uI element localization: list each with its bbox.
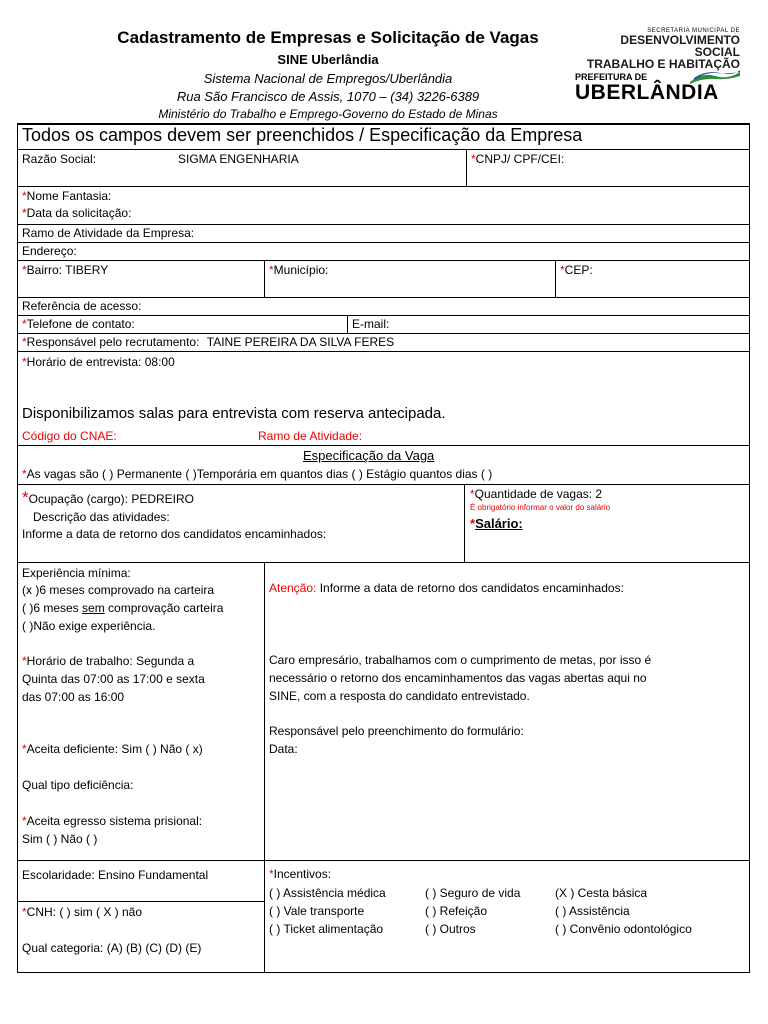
municipio-field[interactable] bbox=[269, 263, 328, 277]
required-mark: * bbox=[22, 263, 27, 277]
required-mark: * bbox=[22, 905, 27, 919]
responsavel-label: Responsável pelo recrutamento: bbox=[26, 335, 200, 349]
cnh-label: CNH: ( ) sim ( X ) não bbox=[26, 905, 143, 919]
required-mark: * bbox=[22, 335, 27, 349]
bairro-label: Bairro: TIBERY bbox=[26, 263, 109, 277]
page-title: Cadastramento de Empresas e Solicitação de Vagas bbox=[117, 28, 539, 47]
quantidade-label: Quantidade de vagas: 2 bbox=[474, 487, 603, 501]
cep-label: CEP: bbox=[564, 263, 593, 277]
incentivo-cesta-basica[interactable]: (X ) Cesta básica bbox=[555, 886, 648, 900]
categoria-field[interactable]: Qual categoria: (A) (B) (C) (D) (E) bbox=[22, 941, 202, 955]
horario-trabalho-text-1: Horário de trabalho: Segunda a bbox=[26, 654, 195, 668]
cnpj-field[interactable] bbox=[471, 152, 564, 166]
required-mark: * bbox=[22, 317, 27, 331]
page-subtitle: SINE Uberlândia bbox=[277, 52, 379, 67]
razao-social-value[interactable]: SIGMA ENGENHARIA bbox=[178, 152, 299, 166]
egresso-field[interactable] bbox=[22, 814, 202, 828]
salas-note: Disponibilizamos salas para entrevista com reserva antecipada. bbox=[22, 405, 446, 422]
exp-option-3[interactable]: ( )Não exige experiência. bbox=[22, 619, 156, 633]
incentivo-vale-transporte[interactable]: ( ) Vale transporte bbox=[269, 904, 365, 918]
ocupacao-field[interactable] bbox=[22, 488, 194, 508]
incentivo-outros[interactable]: ( ) Outros bbox=[425, 922, 476, 936]
egresso-label: Aceita egresso sistema prisional: bbox=[26, 814, 203, 828]
header-line-2: Rua São Francisco de Assis, 1070 – (34) 3226-6389 bbox=[176, 89, 480, 104]
vaga-heading: Especificação da Vaga bbox=[303, 448, 435, 463]
exp-option-2-a: ( )6 meses bbox=[22, 601, 83, 615]
required-mark: * bbox=[269, 867, 274, 881]
experiencia-label: Experiência mínima: bbox=[22, 566, 131, 580]
exp-option-2-b: sem bbox=[82, 601, 105, 615]
email-field[interactable]: E-mail: bbox=[352, 317, 390, 331]
nome-fantasia-label: Nome Fantasia: bbox=[26, 189, 112, 203]
endereco-field[interactable]: Endereço: bbox=[22, 244, 77, 258]
horario-entrevista-field[interactable] bbox=[22, 355, 175, 369]
incentivo-ticket-alimentacao[interactable]: ( ) Ticket alimentação bbox=[269, 922, 384, 936]
header-line-3: Ministério do Trabalho e Emprego-Governo do Estado de Minas bbox=[158, 107, 498, 121]
bairro-field[interactable] bbox=[22, 263, 108, 277]
cnh-field[interactable] bbox=[22, 905, 142, 919]
data-solicitacao-label: Data da solicitação: bbox=[26, 206, 132, 220]
logo-swoosh-icon bbox=[690, 70, 740, 84]
tipos-vaga-label: As vagas são ( ) Permanente ( )Temporária em quantos dias ( ) Estágio quantos dias ( ) bbox=[26, 467, 493, 481]
header-line-1: Sistema Nacional de Empregos/Uberlândia bbox=[203, 71, 453, 86]
nome-fantasia-field[interactable] bbox=[22, 189, 111, 203]
exp-option-2[interactable] bbox=[22, 601, 223, 615]
required-mark: * bbox=[471, 152, 476, 166]
incentivo-refeicao[interactable]: ( ) Refeição bbox=[425, 904, 488, 918]
form-heading: Todos os campos devem ser preenchidos / Especificação da Empresa bbox=[22, 125, 583, 145]
logo-line-1: DESENVOLVIMENTO SOCIAL bbox=[620, 33, 740, 59]
logo-line-2: TRABALHO E HABITAÇÃO bbox=[586, 57, 740, 71]
exp-option-1[interactable]: (x )6 meses comprovado na carteira bbox=[22, 583, 215, 597]
salario-note: É obrigatório informar o valor do salário bbox=[470, 503, 611, 512]
razao-social-label: Razão Social: bbox=[22, 152, 97, 166]
atencao-text: Informe a data de retorno dos candidatos encaminhados: bbox=[316, 581, 624, 595]
descricao-field[interactable]: Descrição das atividades: bbox=[33, 510, 170, 524]
logo-city-text: UBERLÂNDIA bbox=[575, 81, 719, 104]
retorno-field[interactable]: Informe a data de retorno dos candidatos encaminhados: bbox=[22, 527, 327, 541]
incentivos-label bbox=[269, 867, 331, 881]
municipio-label: Município: bbox=[273, 263, 329, 277]
caro-line-1: Caro empresário, trabalhamos com o cumprimento de metas, por isso é bbox=[269, 653, 652, 667]
horario-entrevista-label: Horário de entrevista: 08:00 bbox=[26, 355, 175, 369]
logo-small-text: SECRETARIA MUNICIPAL DE bbox=[647, 28, 740, 34]
telefone-label: Telefone de contato: bbox=[26, 317, 135, 331]
required-mark: * bbox=[22, 467, 27, 481]
referencia-field[interactable]: Referência de acesso: bbox=[22, 299, 142, 313]
required-mark: * bbox=[269, 263, 274, 277]
required-mark: * bbox=[22, 654, 27, 668]
data-solicitacao-field[interactable] bbox=[22, 206, 131, 220]
cnpj-label: CNPJ/ CPF/CEI: bbox=[475, 152, 565, 166]
ramo-atividade-field[interactable]: Ramo de Atividade: bbox=[258, 429, 363, 443]
telefone-field[interactable] bbox=[22, 317, 135, 331]
required-mark: * bbox=[22, 742, 27, 756]
ramo-empresa-field[interactable]: Ramo de Atividade da Empresa: bbox=[22, 226, 195, 240]
salario-field[interactable] bbox=[470, 516, 523, 531]
tipo-deficiencia-field[interactable]: Qual tipo deficiência: bbox=[22, 778, 134, 792]
incentivo-convenio-odontologico[interactable]: ( ) Convênio odontológico bbox=[555, 922, 692, 936]
deficiente-field[interactable] bbox=[22, 742, 203, 756]
cnae-field[interactable]: Código do CNAE: bbox=[22, 429, 117, 443]
quantidade-field[interactable] bbox=[470, 487, 602, 501]
required-mark: * bbox=[470, 487, 475, 501]
salario-label: Salário: bbox=[475, 516, 523, 531]
ocupacao-label: Ocupação (cargo): PEDREIRO bbox=[28, 492, 195, 506]
data-field[interactable]: Data: bbox=[269, 742, 298, 756]
required-mark: * bbox=[22, 488, 29, 507]
caro-line-2: necessário o retorno dos encaminhamentos das vagas abertas aqui no bbox=[269, 671, 647, 685]
horario-trabalho-line-1 bbox=[22, 654, 194, 668]
cep-field[interactable] bbox=[560, 263, 593, 277]
incentivo-assistencia[interactable]: ( ) Assistência bbox=[555, 904, 630, 918]
responsavel-value: TAINE PEREIRA DA SILVA FERES bbox=[206, 335, 395, 349]
escolaridade-field[interactable]: Escolaridade: Ensino Fundamental bbox=[22, 868, 209, 882]
logo-prefeitura-text: PREFEITURA DE bbox=[575, 72, 648, 82]
secretaria-logo bbox=[575, 28, 740, 70]
horario-trabalho-line-2: Quinta das 07:00 as 17:00 e sexta bbox=[22, 672, 205, 686]
tipos-vaga-field[interactable] bbox=[22, 467, 492, 481]
responsavel-field[interactable] bbox=[22, 335, 394, 349]
required-mark: * bbox=[470, 516, 476, 531]
horario-trabalho-line-3: das 07:00 as 16:00 bbox=[22, 690, 125, 704]
caro-line-3: SINE, com a resposta do candidato entrevistado. bbox=[269, 689, 530, 703]
required-mark: * bbox=[22, 206, 27, 220]
required-mark: * bbox=[22, 355, 27, 369]
required-mark: * bbox=[560, 263, 565, 277]
exp-option-2-c: comprovação carteira bbox=[104, 601, 224, 615]
atencao-note bbox=[269, 581, 624, 595]
incentivos-text: Incentivos: bbox=[273, 867, 332, 881]
required-mark: * bbox=[22, 814, 27, 828]
required-mark: * bbox=[22, 189, 27, 203]
atencao-label: Atenção: bbox=[269, 581, 317, 595]
deficiente-label: Aceita deficiente: Sim ( ) Não ( x) bbox=[26, 742, 203, 756]
resp-preenchimento-field[interactable]: Responsável pelo preenchimento do formulário: bbox=[269, 724, 524, 738]
incentivo-seguro-vida[interactable]: ( ) Seguro de vida bbox=[425, 886, 521, 900]
egresso-options[interactable]: Sim ( ) Não ( ) bbox=[22, 832, 98, 846]
incentivo-assistencia-medica[interactable]: ( ) Assistência médica bbox=[269, 886, 386, 900]
